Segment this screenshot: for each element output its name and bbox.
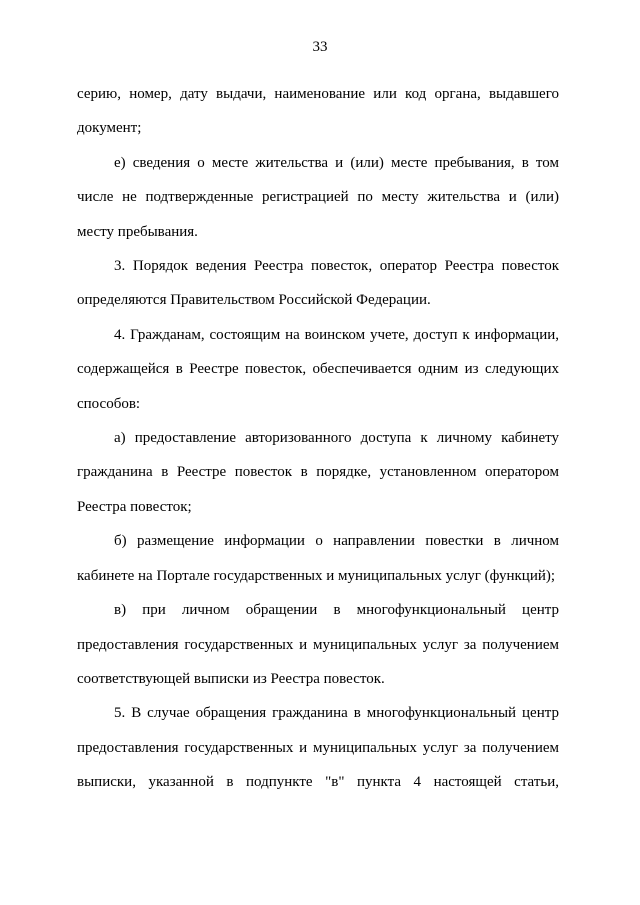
paragraph-continuation: серию, номер, дату выдачи, наименование или код органа, выдавшего документ; (77, 86, 559, 137)
document-body (77, 77, 559, 800)
paragraph-subitem-e: е) сведения о месте жительства и (или) месте пребывания, в том числе не подтвержденные регистрацией по месту жительства и (или) месту пребывания. (77, 154, 559, 240)
paragraph-item-4: 4. Гражданам, состоящим на воинском учете, доступ к информации, содержащейся в Реестре повесток, обеспечивается одним из следующих способов: (77, 326, 559, 412)
paragraph-item-3: 3. Порядок ведения Реестра повесток, оператор Реестра повесток определяются Правительством Российской Федерации. (77, 258, 559, 309)
paragraph-subitem-v: в) при личном обращении в многофункциональный центр предоставления государственных и муниципальных услуг за получением соответствующей выписки из Реестра повесток. (77, 602, 559, 687)
paragraph-subitem-a: а) предоставление авторизованного доступа к личному кабинету гражданина в Реестре повесток в порядке, установленном оператором Реестра повесток; (77, 430, 559, 515)
paragraph-subitem-b: б) размещение информации о направлении повестки в личном кабинете на Портале государственных и муниципальных услуг (функций); (77, 533, 559, 584)
page-number: 33 (312, 39, 328, 55)
paragraph-item-5: 5. В случае обращения гражданина в многофункциональный центр предоставления государственных и муниципальных услуг за получением выписки, указанной в подпункте "в" пункта 4 настоящей статьи, (77, 705, 559, 791)
